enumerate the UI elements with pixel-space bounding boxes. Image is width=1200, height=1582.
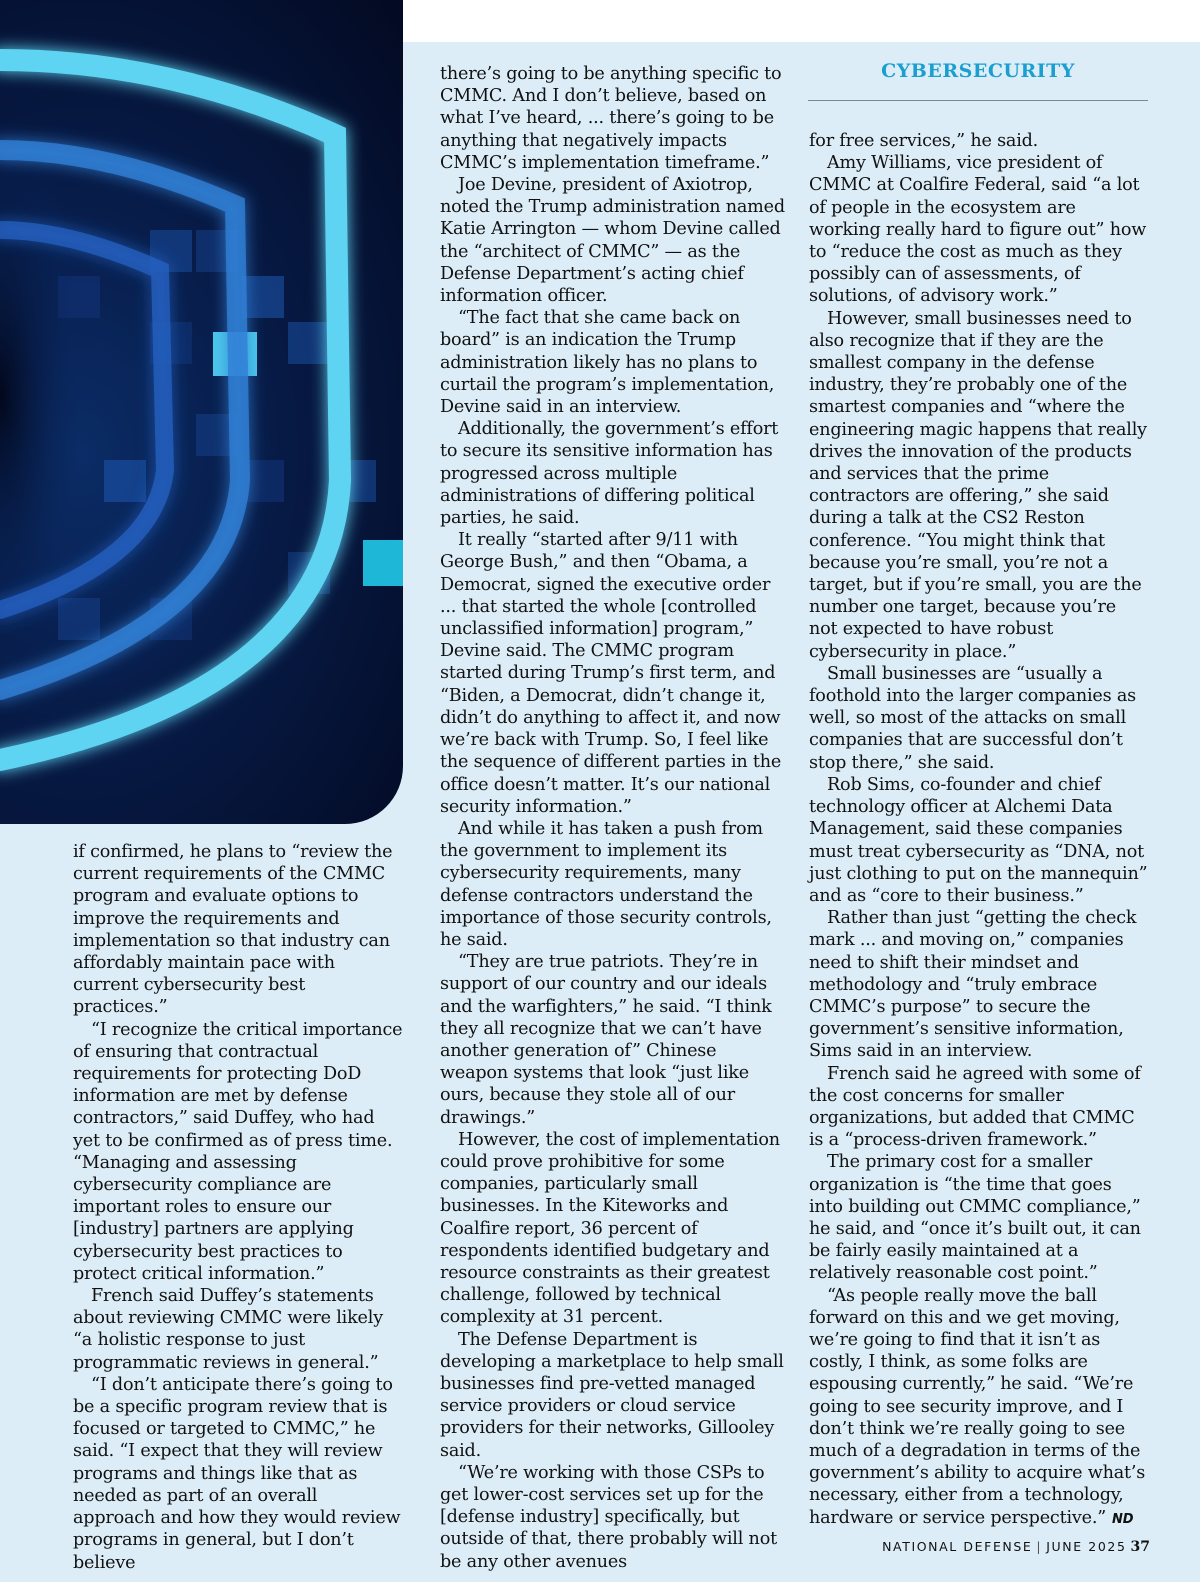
paragraph: if confirmed, he plans to “review the current requirements of the CMMC program and evaluate options to improve the requirements and implementation so that industry can affordably maintain pace with current cybersecurity best practices.” bbox=[73, 842, 393, 1018]
paragraph: However, the cost of implementation could prove prohibitive for some companies, particularly small businesses. In the Kiteworks and Coalfire report, 36 percent of respondents identified budgetary and resource constraints as their greatest challenge, followed by technical complexity at 31 percent. bbox=[440, 1129, 780, 1328]
paragraph: Joe Devine, president of Axiotrop, noted the Trump administration named Katie Arrington — whom Devine called the “architect of CMMC” — as the Defense Department’s acting chief information officer. bbox=[440, 175, 785, 307]
paragraph: And while it has taken a push from the government to implement its cybersecurity requirements, many defense contractors understand the importance of those security controls, he said. bbox=[440, 818, 772, 950]
paragraph bbox=[809, 1285, 1149, 1531]
paragraph: Small businesses are “usually a foothold into the larger companies as well, so most of the attacks on small companies that are successful don’t stop there,” she said. bbox=[809, 663, 1136, 773]
paragraph: “We’re working with those CSPs to get lower-cost services set up for the [defense industry] specifically, but outside of that, there probably will not be any other avenues bbox=[440, 1462, 777, 1572]
paragraph: “The fact that she came back on board” is an indication the Trump administration likely has no plans to curtail the program’s implementation, Devine said in an interview. bbox=[440, 308, 775, 418]
article-column-2 bbox=[440, 63, 785, 1573]
paragraph: French said he agreed with some of the cost concerns for smaller organizations, but added that CMMC is a “process-driven framework.” bbox=[809, 1063, 1141, 1151]
article-column-3 bbox=[809, 130, 1149, 1531]
paragraph: It really “started after 9/11 with George Bush,” and then “Obama, a Democrat, signed the executive order ... that started the whole [controlled unclassified information] program,” Devine said. The CMMC program started during Trump’s first term, and “Biden, a Democrat, didn’t change it, didn’t do anything to affect it, and now we’re back with Trump. So, I feel like the sequence of different parties in the office doesn’t matter. It’s our national security information.” bbox=[440, 530, 782, 817]
paragraph: Additionally, the government’s effort to secure its sensitive information has progressed across multiple administrations of differing political parties, he said. bbox=[440, 419, 779, 529]
top-white-band bbox=[403, 0, 1200, 42]
shield-icon bbox=[0, 0, 403, 824]
paragraph: “I don’t anticipate there’s going to be a specific program review that is focused or targeted to CMMC,” he said. “I expect that they will review programs and things like that as needed as part of an overall approach and how they would review programs in general, but I don’t believe bbox=[73, 1374, 401, 1573]
article-column-1 bbox=[73, 841, 403, 1574]
paragraph: there’s going to be anything specific to CMMC. And I don’t believe, based on what I’ve heard, ... there’s going to be anything that negatively impacts CMMC’s implementation timeframe.” bbox=[440, 64, 782, 173]
paragraph: Amy Williams, vice president of CMMC at Coalfire Federal, said “a lot of people in the ecosystem are working really hard to figure out” how to “reduce the cost as much as they possibly can of assessments, of solutions, of advisory work.” bbox=[809, 153, 1147, 307]
section-divider bbox=[808, 100, 1148, 101]
signoff-mark: ND bbox=[1112, 1511, 1134, 1527]
paragraph: “I recognize the critical importance of ensuring that contractual requirements for protecting DoD information are met by defense contractors,” said Duffey, who had yet to be confirmed as of press time. “Managing and assessing cybersecurity compliance are important roles to ensure our [industry] partners are applying cybersecurity best practices to protect critical information.” bbox=[73, 1019, 403, 1284]
hero-image bbox=[0, 0, 403, 824]
paragraph: “They are true patriots. They’re in support of our country and our ideals and the warfighters,” he said. “I think they all recognize that we can’t have another generation of” Chinese weapon systems that look “just like ours, because they stole all of our drawings.” bbox=[440, 952, 772, 1128]
page-number: 37 bbox=[1130, 1539, 1150, 1555]
issue-date: JUNE 2025 bbox=[1046, 1539, 1127, 1554]
page-footer bbox=[882, 1539, 1150, 1555]
paragraph: Rob Sims, co-founder and chief technology officer at Alchemi Data Management, said these companies must treat cybersecurity as “DNA, not just clothing to put on the mannequin” and as “core to their business.” bbox=[809, 774, 1148, 906]
footer-separator: | bbox=[1036, 1539, 1043, 1554]
publication-name: NATIONAL DEFENSE bbox=[882, 1539, 1033, 1554]
paragraph: for free services,” he said. bbox=[809, 131, 1039, 151]
paragraph: However, small businesses need to also recognize that if they are the smallest company in the defense industry, they’re probably one of the smartest companies and “where the engineering magic happens that really drives the innovation of the products and services that the prime contractors are offering,” she said during a talk at the CS2 Reston conference. “You might think that because you’re small, you’re not a target, but if you’re small, you are the number one target, because you’re not expected to have robust cybersecurity in place.” bbox=[809, 308, 1147, 662]
paragraph: The Defense Department is developing a marketplace to help small businesses find pre-vetted managed service providers or cloud service providers for their networks, Gillooley said. bbox=[440, 1329, 784, 1461]
paragraph: French said Duffey’s statements about reviewing CMMC were likely “a holistic response to just programmatic reviews in general.” bbox=[73, 1286, 383, 1373]
section-label: CYBERSECURITY bbox=[881, 60, 1075, 82]
paragraph: Rather than just “getting the check mark ... and moving on,” companies need to shift their mindset and methodology and “truly embrace CMMC’s purpose” to secure the government’s sensitive information, Sims said in an interview. bbox=[809, 908, 1137, 1062]
paragraph: The primary cost for a smaller organization is “the time that goes into building out CMMC compliance,” he said, and “once it’s built out, it can be fairly easily maintained at a relatively reasonable cost point.” bbox=[809, 1152, 1141, 1284]
paragraph-text: “As people really move the ball forward on this and we get moving, we’re going to find that it isn’t as costly, I think, as some folks are espousing currently,” he said. “We’re going to see security improve, and I don’t think we’re really going to see much of a degradation in terms of the government’s ability to acquire what’s necessary, either from a technology, hardware or service perspective.” bbox=[809, 1285, 1146, 1528]
